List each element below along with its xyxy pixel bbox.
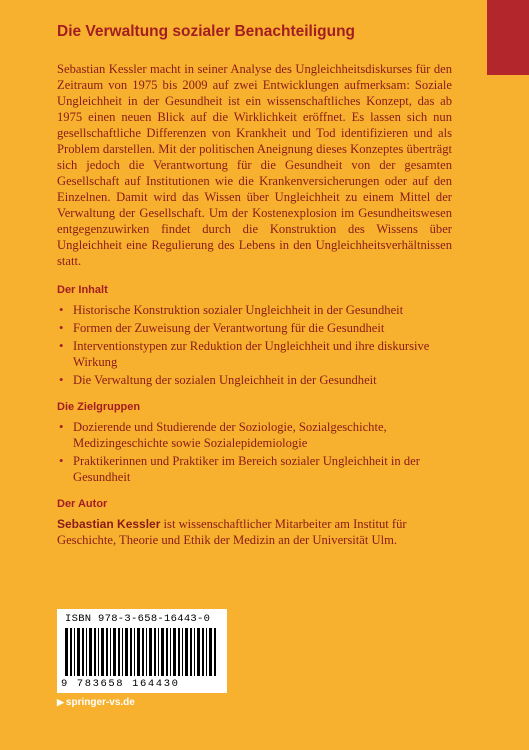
list-item: • Dozierende und Studierende der Soziologie, Sozialgeschichte, Medizingeschichte sowie Sozialepidemiologie	[59, 420, 387, 450]
arrow-right-icon: ▶	[57, 697, 64, 707]
autor-heading: Der Autor	[57, 498, 108, 510]
zielgruppen-list	[57, 419, 452, 485]
list-item: • Historische Konstruktion sozialer Ungleichheit in der Gesundheit	[59, 303, 404, 317]
list-item: • Praktikerinnen und Praktiker im Bereich sozialer Ungleichheit in der Gesundheit	[59, 454, 420, 484]
author-name: Sebastian Kessler	[57, 517, 161, 531]
back-cover-content	[57, 22, 452, 548]
corner-accent-block	[487, 0, 529, 75]
bullet-icon: •	[59, 454, 64, 468]
website-label: springer-vs.de	[65, 697, 135, 708]
author-bio	[57, 516, 452, 548]
publisher-website-link[interactable]	[57, 697, 135, 708]
isbn-number: ISBN 978-3-658-16443-0	[65, 613, 211, 625]
inhalt-heading: Der Inhalt	[57, 284, 108, 296]
book-title: Die Verwaltung sozialer Benachteiligung	[57, 23, 356, 40]
isbn-barcode	[57, 609, 227, 693]
barcode-bars-icon	[65, 628, 219, 676]
abstract-paragraph: Sebastian Kessler macht in seiner Analyse des Ungleichheitsdiskurses für den Zeitraum von 1975 bis 2009 auf zwei Entwicklungen aufmerksam: Soziale Ungleichheit in der Gesundheit ist ein wissenschaftliches Konzept, das ab 1975 einen neuen Blick auf die Wirklichkeit eröffnet. Es lassen sich nun gesellschaftliche Differenzen von Krankheit und Tod identifizieren und als Problem darstellen. Mit der politischen Aneignung dieses Konzeptes überträgt sich jedoch die Verantwortung für die Gesundheit von der gesamten Gesellschaft auf Institutionen wie die Krankenversicherungen oder auf den Einzelnen. Damit wird das Wissen über Ungleichheit zu einem Mittel der Verwaltung der Gesellschaft. Um der Kostenexplosion im Gesundheitswesen entgegenzuwirken findet durch die Konstruktion des Wissens über Ungleichheit eine Regulierung des Lebens in den Ungleichheitsverhältnissen statt.	[57, 62, 452, 268]
list-item: • Die Verwaltung der sozialen Ungleichheit in der Gesundheit	[59, 373, 377, 387]
zielgruppen-heading: Die Zielgruppen	[57, 401, 141, 413]
author-description: ist wissenschaftlicher Mitarbeiter am Institut für Geschichte, Theorie und Ethik der Medizin an der Universität Ulm.	[57, 517, 407, 547]
bullet-icon: •	[59, 339, 64, 353]
inhalt-list	[57, 302, 452, 388]
bullet-icon: •	[59, 321, 64, 335]
bullet-icon: •	[59, 303, 64, 317]
bullet-icon: •	[59, 373, 64, 387]
bullet-icon: •	[59, 420, 64, 434]
list-item: • Interventionstypen zur Reduktion der Ungleichheit und ihre diskursive Wirkung	[59, 339, 430, 369]
list-item: • Formen der Zuweisung der Verantwortung für die Gesundheit	[59, 321, 385, 335]
barcode-digits: 9 783658 164430	[61, 678, 180, 690]
